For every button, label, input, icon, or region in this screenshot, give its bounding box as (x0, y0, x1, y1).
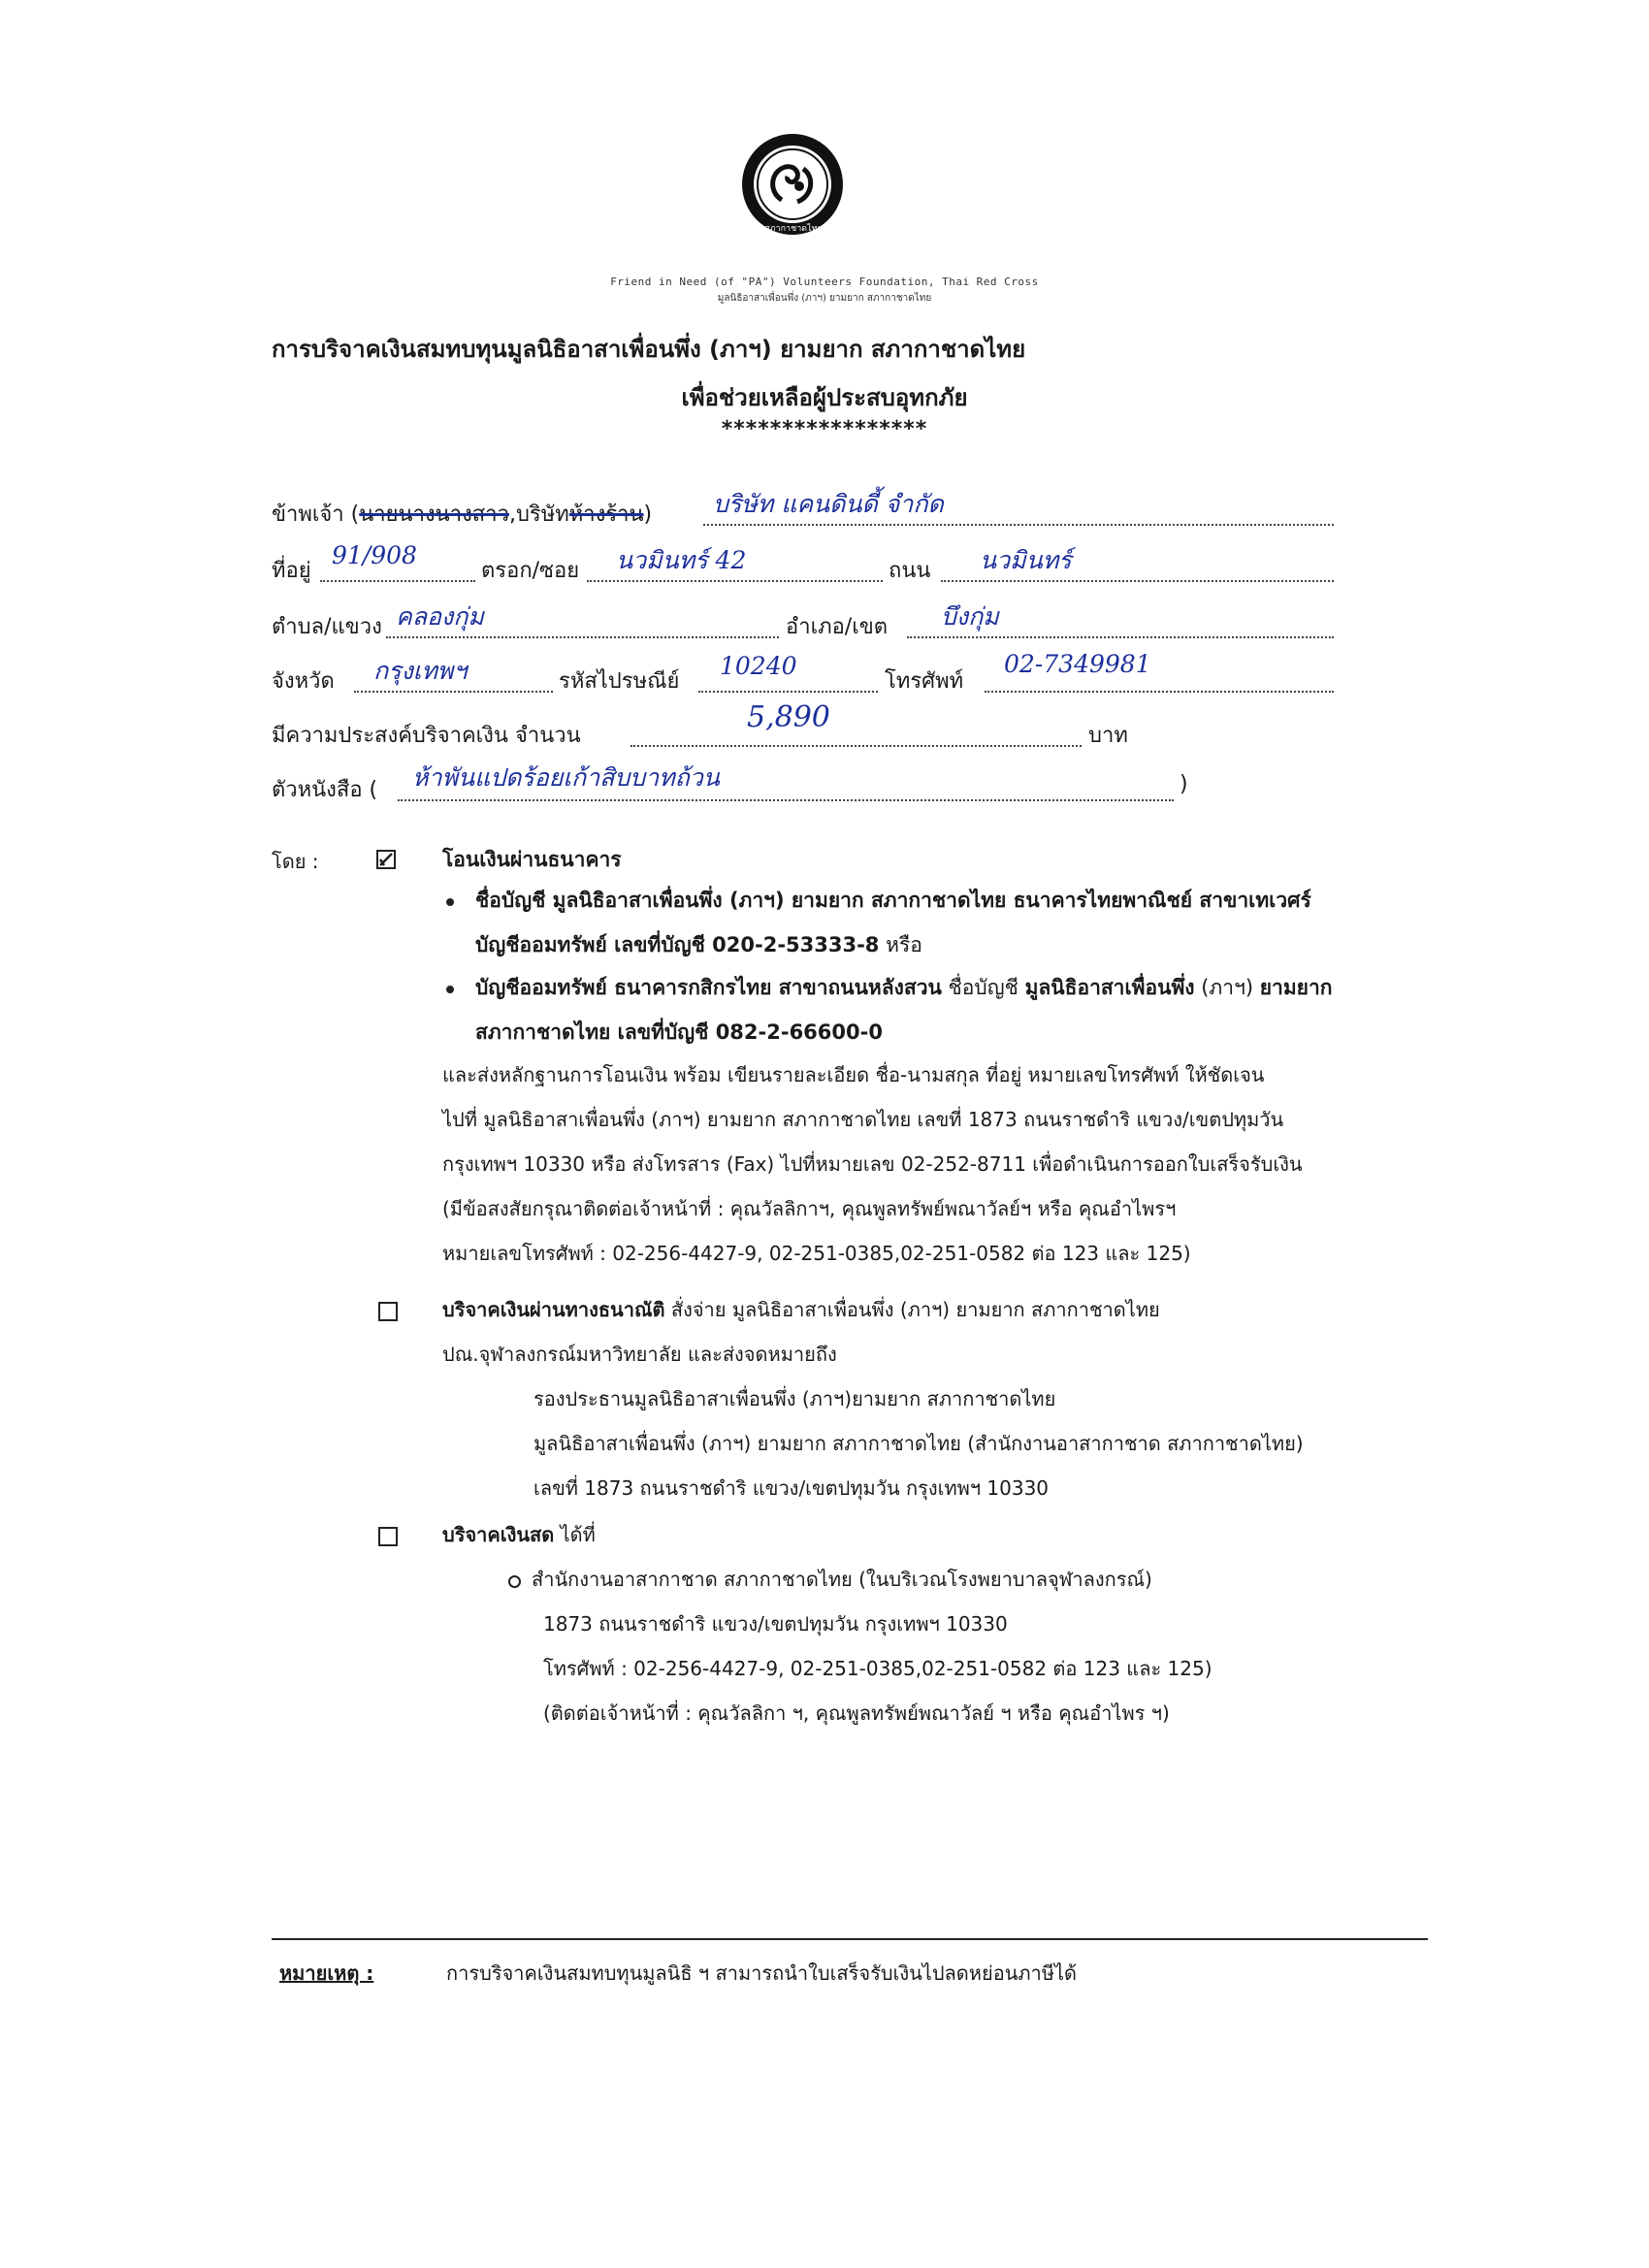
subdistrict-row (272, 602, 1339, 644)
postcode-label: รหัสไปรษณีย์ (559, 669, 680, 694)
words-label: ตัวหนังสือ ( (272, 778, 378, 802)
amount-line (630, 722, 1082, 747)
page-subtitle: เพื่อช่วยเหลือผู้ประสบอุทกภัย (681, 384, 968, 411)
transfer-item1-line1: ชื่อบัญชี มูลนิธิอาสาเพื่อนพึ่ง (ภาฯ) ยามยาก สภากาชาดไทย ธนาคารไทยพาณิชย์ สาขาเทเวศร์ (475, 889, 1311, 912)
postal-address-1: รองประธานมูลนิธิอาสาเพื่อนพึ่ง (ภาฯ)ยามยาก สภากาชาดไทย (534, 1387, 1056, 1410)
option-company: ,บริษัท (508, 502, 569, 527)
postal-order-checkbox[interactable] (378, 1302, 398, 1321)
org-english-name: Friend in Need (of "PA") Volunteers Foundation, Thai Red Cross (610, 275, 1039, 288)
alley-field[interactable]: นวมินทร์ 42 (616, 546, 747, 574)
province-field[interactable]: กรุงเทพฯ (373, 657, 468, 685)
circle-bullet-icon (508, 1575, 521, 1588)
org-thai-name: มูลนิธิอาสาเพื่อนพึ่ง (ภาฯ) ยามยาก สภากาชาดไทย (717, 293, 932, 304)
amount-label: มีความประสงค์บริจาคเงิน จำนวน (272, 724, 581, 748)
district-label: อำเภอ/เขต (786, 615, 889, 639)
note-text: การบริจาคเงินสมทบทุนมูลนิธิ ฯ สามารถนำใบเสร็จรับเงินไปลดหย่อนภาษีได้ (446, 1961, 1078, 1985)
road-field[interactable]: นวมินทร์ (980, 546, 1072, 574)
transfer-note-1: และส่งหลักฐานการโอนเงิน พร้อม เขียนรายละเอียด ชื่อ-นามสกุล ที่อยู่ หมายเลขโทรศัพท์ ให้ชัดเจน (442, 1063, 1265, 1086)
phone-label: โทรศัพท์ (885, 669, 964, 694)
postal-order-line1: บริจาคเงินผ่านทางธนาณัติ สั่งจ่าย มูลนิธิอาสาเพื่อนพึ่ง (ภาฯ) ยามยาก สภากาชาดไทย (442, 1298, 1160, 1321)
cash-line-2: 1873 ถนนราชดำริ แขวง/เขตปทุมวัน กรุงเทพฯ 10330 (543, 1612, 1008, 1636)
footer-divider (272, 1938, 1428, 1940)
title-separator: ***************** (721, 417, 928, 441)
province-label: จังหวัด (272, 669, 335, 694)
cash-title: บริจาคเงินสด ได้ที่ (442, 1523, 596, 1546)
checkmark-icon (378, 852, 394, 867)
transfer-checkbox[interactable] (376, 850, 396, 869)
transfer-item2-line2: สภากาชาดไทย เลขที่บัญชี 082-2-66600-0 (475, 1021, 883, 1044)
subdistrict-field[interactable]: คลองกุ่ม (396, 602, 484, 631)
transfer-item2-line1: บัญชีออมทรัพย์ ธนาคารกสิกรไทย สาขาถนนหลังสวน ชื่อบัญชี มูลนิธิอาสาเพื่อนพึ่ง (ภาฯ) ยามยาก (475, 976, 1333, 999)
transfer-note-4: (มีข้อสงสัยกรุณาติดต่อเจ้าหน้าที่ : คุณวัลลิกาฯ, คุณพูลทรัพย์พณาวัลย์ฯ หรือ คุณอำไพรฯ (442, 1197, 1177, 1220)
postal-address-3: เลขที่ 1873 ถนนราชดำริ แขวง/เขตปทุมวัน กรุงเทพฯ 10330 (534, 1476, 1050, 1500)
note-label: หมายเหตุ : (279, 1961, 374, 1985)
page-title: การบริจาคเงินสมทบทุนมูลนิธิอาสาเพื่อนพึ่ง (ภาฯ) ยามยาก สภากาชาดไทย (272, 336, 1026, 363)
province-row (272, 650, 1339, 698)
option-mr: นาย (359, 502, 399, 527)
by-label: โดย : (272, 850, 319, 873)
transfer-note-3: กรุงเทพฯ 10330 หรือ ส่งโทรสาร (Fax) ไปที่หมายเลข 02-252-8711 เพื่อดำเนินการออกใบเสร็จรับเงิน (442, 1152, 1303, 1176)
address-label: ที่อยู่ (272, 559, 311, 583)
donor-label: ข้าพเจ้า (นายนางนางสาว,บริษัทห้างร้าน) (272, 502, 653, 527)
transfer-title: โอนเงินผ่านธนาคาร (442, 848, 622, 871)
option-shop: ห้างร้าน (568, 502, 644, 527)
option-miss: นางสาว (435, 502, 509, 527)
bullet-icon (446, 986, 454, 993)
alley-label: ตรอก/ซอย (481, 559, 580, 583)
postal-order-line2: ปณ.จุฬาลงกรณ์มหาวิทยาลัย และส่งจดหมายถึง (442, 1343, 837, 1366)
transfer-note-2: ไปที่ มูลนิธิอาสาเพื่อนพึ่ง (ภาฯ) ยามยาก สภากาชาดไทย เลขที่ 1873 ถนนราชดำริ แขวง/เขตปทุมวัน (442, 1108, 1284, 1131)
words-close: ) (1180, 772, 1188, 796)
cash-line-3: โทรศัพท์ : 02-256-4427-9, 02-251-0385,02-251-0582 ต่อ 123 และ 125) (543, 1657, 1212, 1680)
words-row (272, 763, 1339, 807)
cash-checkbox[interactable] (378, 1527, 398, 1546)
amount-row (272, 700, 1339, 753)
phone-field[interactable]: 02-7349981 (1004, 650, 1151, 678)
cash-line-1: สำนักงานอาสากาชาด สภากาชาดไทย (ในบริเวณโรงพยาบาลจุฬาลงกรณ์) (532, 1568, 1152, 1591)
transfer-note-5: หมายเลขโทรศัพท์ : 02-256-4427-9, 02-251-0385,02-251-0582 ต่อ 123 และ 125) (442, 1242, 1191, 1265)
postal-address-2: มูลนิธิอาสาเพื่อนพึ่ง (ภาฯ) ยามยาก สภากาชาดไทย (สำนักงานอาสากาชาด สภากาชาดไทย) (534, 1432, 1304, 1455)
transfer-item1-line2: บัญชีออมทรัพย์ เลขที่บัญชี 020-2-53333-8 หรือ (475, 933, 922, 956)
donor-row (272, 490, 1339, 532)
subdistrict-label: ตำบล/แขวง (272, 615, 382, 639)
postcode-field[interactable]: 10240 (720, 652, 797, 680)
bullet-icon (446, 898, 454, 906)
donor-name-field[interactable]: บริษัท แคนดินดี้ จำกัด (713, 490, 944, 518)
road-label: ถนน (889, 559, 931, 583)
option-mrs: นาง (398, 502, 436, 527)
amount-unit: บาท (1088, 724, 1128, 748)
district-field[interactable]: บึงกุ่ม (941, 602, 999, 631)
logo-caption: สภากาชาดไทย (764, 224, 823, 234)
address-row (272, 541, 1339, 588)
address-field[interactable]: 91/908 (332, 541, 417, 569)
cash-line-4: (ติดต่อเจ้าหน้าที่ : คุณวัลลิกา ฯ, คุณพูลทรัพย์พณาวัลย์ ฯ หรือ คุณอำไพร ฯ) (543, 1701, 1170, 1725)
words-field[interactable]: ห้าพันแปดร้อยเก้าสิบบาทถ้วน (412, 763, 720, 792)
amount-field[interactable]: 5,890 (747, 700, 830, 734)
